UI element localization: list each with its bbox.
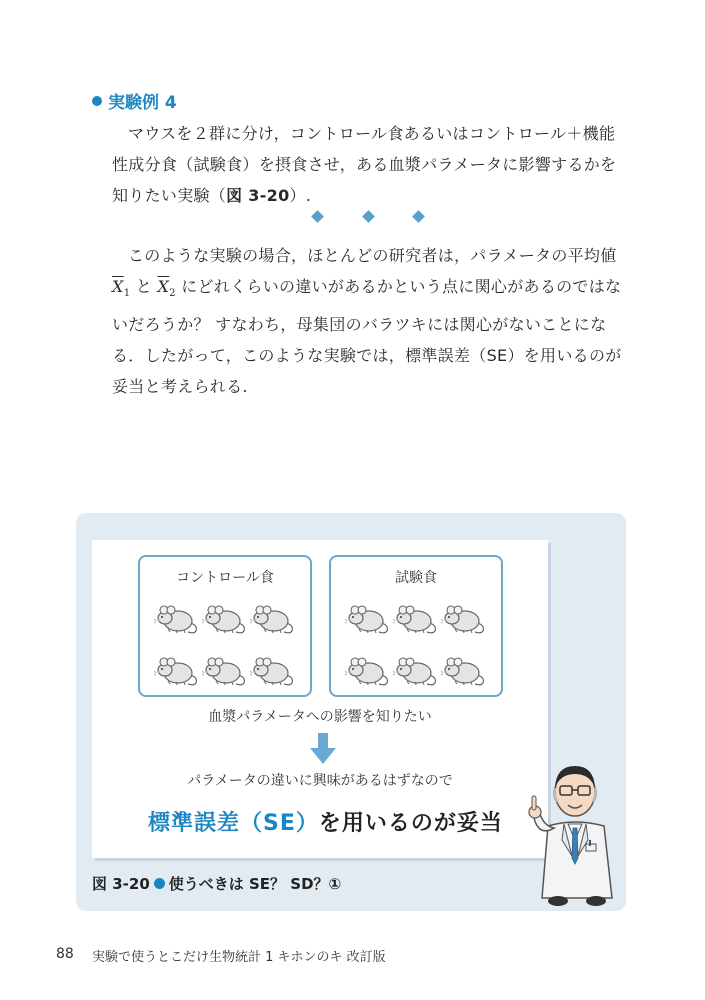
- paragraph-2-line-3: いだろうか？ すなわち，母集団のバラツキには関心がないことにな: [112, 315, 607, 335]
- conclusion-highlight: 標準誤差（SE）: [148, 811, 319, 836]
- diamond-icon: [311, 210, 324, 223]
- figure-title: 使うべきは SE？ SD？①: [168, 875, 342, 893]
- mouse-icon: [154, 595, 202, 639]
- paragraph-1-line-3-text: 知りたい実験（: [112, 186, 227, 205]
- figure-number: 図 3-20: [92, 875, 150, 893]
- mouse-icon: [345, 647, 393, 691]
- arrow-down-icon: [308, 733, 338, 765]
- paragraph-2-line-4: る．したがって，このような実験では，標準誤差（SE）を用いるのが: [112, 346, 622, 366]
- bullet-icon: [92, 96, 102, 106]
- caption-bullet-icon: [154, 878, 165, 889]
- paragraph-2-line-5: 妥当と考えられる.: [112, 377, 248, 397]
- paragraph-1-line-1: マウスを２群に分け，コントロール食あるいはコントロール＋機能: [128, 124, 616, 143]
- figure-caption-middle: パラメータの違いに興味があるはずなので: [187, 773, 453, 789]
- figure-caption: [92, 873, 341, 894]
- paragraph-1: [112, 118, 632, 211]
- section-heading: [92, 88, 177, 113]
- diamond-separator: [313, 212, 423, 221]
- mouse-icon: [441, 647, 489, 691]
- paragraph-1-line-3-end: ）.: [289, 186, 312, 205]
- mouse-icon: [393, 595, 441, 639]
- test-mice-group: [345, 595, 491, 691]
- mouse-icon: [154, 647, 202, 691]
- figure-conclusion: [148, 806, 503, 837]
- figure-caption-top: 血漿パラメータへの影響を知りたい: [208, 709, 432, 725]
- paragraph-2-line-2: [112, 271, 632, 309]
- diamond-icon: [362, 210, 375, 223]
- running-title: 実験で使うとこだけ生物統計 1 キホンのキ 改訂版: [92, 950, 386, 965]
- paragraph-2: [112, 240, 632, 402]
- paragraph-1-line-2: 性成分食（試験食）を摂食させ，ある血漿パラメータに影響するかを: [112, 155, 617, 174]
- mouse-icon: [441, 595, 489, 639]
- control-diet-label: コントロール食: [176, 570, 274, 586]
- mouse-icon: [202, 647, 250, 691]
- section-title: 実験例 4: [108, 93, 177, 113]
- and-text: と: [130, 277, 158, 296]
- x1-bar-symbol: $\overline{X}_1$: [112, 277, 131, 300]
- page-number: 88: [56, 946, 74, 962]
- professor-illustration: [520, 748, 630, 908]
- figure-reference: 図 3-20: [226, 186, 290, 205]
- mouse-icon: [202, 595, 250, 639]
- mouse-icon: [250, 595, 298, 639]
- mouse-icon: [393, 647, 441, 691]
- conclusion-rest: を用いるのが妥当: [318, 811, 503, 836]
- paragraph-2-line-2-rest: にどれくらいの違いがあるかという点に関心があるのではな: [175, 277, 622, 296]
- control-diet-box: [138, 555, 312, 697]
- paragraph-2-line-1: このような実験の場合，ほとんどの研究者は，パラメータの平均値: [128, 246, 617, 265]
- diamond-icon: [412, 210, 425, 223]
- paragraph-1-line-3: [112, 180, 632, 211]
- x2-bar-symbol: $\overline{X}_2$: [157, 277, 176, 300]
- control-mice-group: [154, 595, 300, 691]
- test-diet-label: 試験食: [395, 570, 437, 586]
- test-diet-box: [329, 555, 503, 697]
- mouse-icon: [250, 647, 298, 691]
- mouse-icon: [345, 595, 393, 639]
